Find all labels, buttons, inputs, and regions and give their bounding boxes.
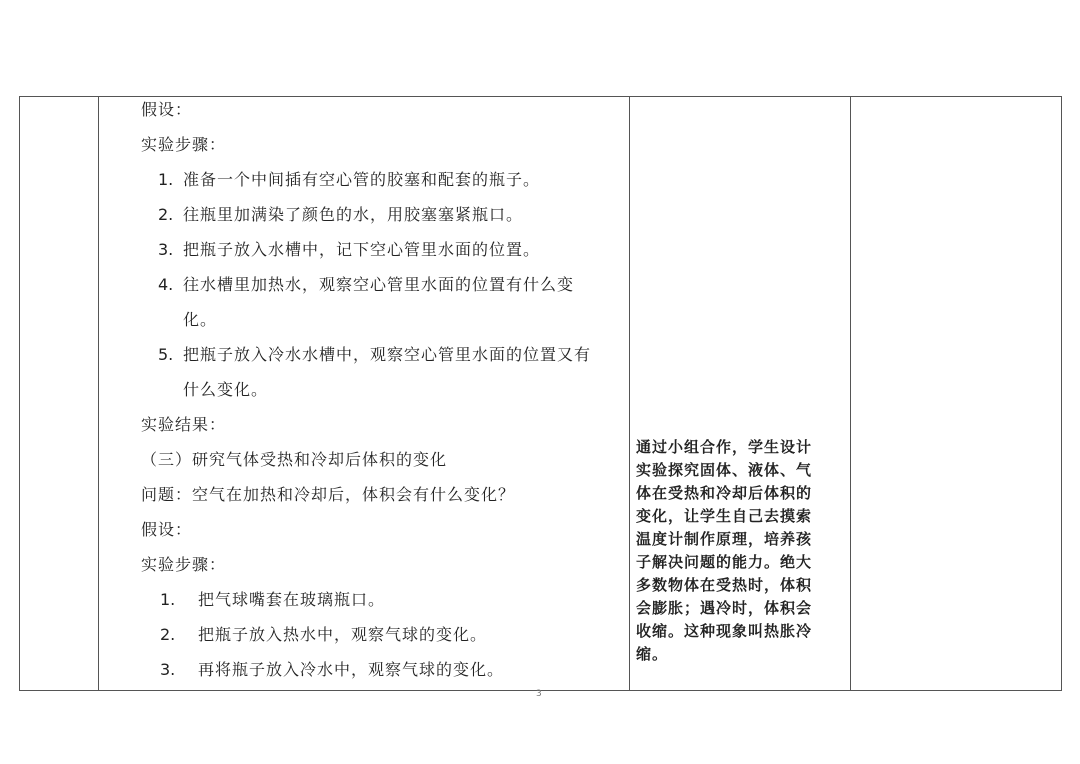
column-divider — [98, 97, 99, 690]
note-line: 收缩。这种现象叫热胀冷 — [636, 622, 813, 640]
lesson-table — [19, 96, 1062, 691]
note-line: 体在受热和冷却后体积的 — [636, 484, 813, 502]
note-line: 多数物体在受热时，体积 — [636, 576, 813, 594]
hypothesis-label: 假设： — [141, 520, 193, 539]
note-line: 实验探究固体、液体、气 — [636, 461, 813, 479]
step-number: 4. — [158, 275, 174, 294]
note-line: 缩。 — [636, 645, 669, 663]
section-heading: （三）研究气体受热和冷却后体积的变化 — [141, 450, 448, 469]
step-number: 1. — [158, 170, 174, 189]
step-text: 往瓶里加满染了颜色的水，用胶塞塞紧瓶口。 — [183, 205, 524, 224]
step-text-continued: 什么变化。 — [183, 380, 269, 399]
step-text: 准备一个中间插有空心管的胶塞和配套的瓶子。 — [183, 170, 541, 189]
step-text: 往水槽里加热水，观察空心管里水面的位置有什么变 — [183, 275, 575, 294]
note-line: 变化，让学生自己去摸索 — [636, 507, 813, 525]
step-number: 3. — [160, 660, 176, 679]
step-number: 3. — [158, 240, 174, 259]
step-text: 把瓶子放入冷水水槽中，观察空心管里水面的位置又有 — [183, 345, 592, 364]
step-number: 1. — [160, 590, 176, 609]
step-number: 2. — [160, 625, 176, 644]
design-intent-note — [636, 436, 841, 666]
step-text: 把气球嘴套在玻璃瓶口。 — [198, 590, 386, 609]
step-number: 2. — [158, 205, 174, 224]
hypothesis-label: 假设： — [141, 100, 193, 119]
page-number: 3 — [536, 689, 542, 699]
step-number: 5. — [158, 345, 174, 364]
column-divider — [850, 97, 851, 690]
note-line: 温度计制作原理，培养孩 — [636, 530, 813, 548]
step-text: 再将瓶子放入冷水中，观察气球的变化。 — [198, 660, 505, 679]
note-line: 会膨胀；遇冷时，体积会 — [636, 599, 813, 617]
steps-title: 实验步骤： — [141, 555, 227, 574]
steps-title: 实验步骤： — [141, 135, 227, 154]
step-text: 把瓶子放入水槽中，记下空心管里水面的位置。 — [183, 240, 541, 259]
step-text-continued: 化。 — [183, 310, 218, 329]
step-text: 把瓶子放入热水中，观察气球的变化。 — [198, 625, 488, 644]
column-divider — [629, 97, 630, 690]
note-line: 通过小组合作，学生设计 — [636, 438, 813, 456]
question-text: 问题：空气在加热和冷却后，体积会有什么变化？ — [141, 485, 516, 504]
result-label: 实验结果： — [141, 415, 227, 434]
note-line: 子解决问题的能力。绝大 — [636, 553, 813, 571]
